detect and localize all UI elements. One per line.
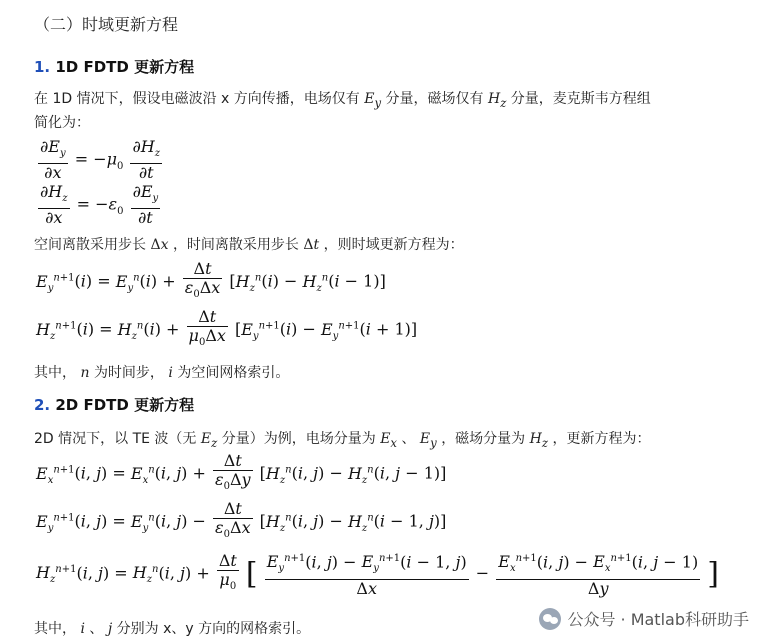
text: 为时间步， — [93, 365, 164, 381]
heading-2d-text: 2D FDTD 更新方程 — [55, 396, 195, 414]
text: 、 — [401, 431, 416, 447]
section-title: （二）时域更新方程 — [34, 15, 179, 34]
math-n: n — [80, 365, 90, 381]
math-i: i — [168, 365, 173, 381]
wechat-icon — [539, 608, 561, 630]
heading-2d — [34, 394, 194, 415]
text: 分量，磁场仅有 — [385, 91, 484, 107]
text: ，更新方程为： — [552, 431, 651, 447]
math-Hz: $H_z$ — [487, 91, 507, 110]
text: 分别为 x、y 方向的网格索引。 — [116, 621, 311, 637]
heading-1d — [34, 56, 194, 77]
text: 空间离散采用步长 — [34, 237, 146, 253]
math-Ey: $E_y$ — [364, 91, 382, 110]
equation-1d-hz-update: $H_z^{n+1}(i) = H_z^n(i)$ + $\frac{\Delta t}{\mu_0\Delta x}$ $[E_y^{n+1}(i) - E_y^{n+1}(i + 1)]$ — [36, 307, 418, 349]
text: 、 — [89, 621, 104, 637]
text: 2D 情况下，以 TE 波（无 — [34, 431, 197, 447]
text: 分量）为例，电场分量为 — [221, 431, 376, 447]
heading-2d-number: 2. — [34, 396, 51, 414]
math-j: j — [107, 621, 113, 637]
paragraph-discretization — [34, 234, 464, 254]
heading-1d-number: 1. — [34, 58, 51, 76]
paragraph-1d-intro — [34, 88, 651, 110]
math-Hz2: $H_z$ — [529, 431, 549, 450]
equation-2d-hz-update: $H_z^{n+1}(i$, $j) = H_z^n(i$, j) + $\frac{\Delta t}{\mu_0}$ [ $\frac{E_y^{n+1}(i, j) - E_y^{n+1}(i - 1, j)}{\Delta x}$ − $\frac{E_x^{n+1}(i, j) - E_x^{n+1}(i, j - 1)}{\Delta y}$ ] — [36, 550, 719, 598]
math-i2: i — [80, 621, 85, 637]
equation-maxwell-2: $\frac{\partial H_z}{\partial x}$ = $-\varepsilon_0$ $\frac{\partial E_y}{\partial t}$ — [40, 182, 159, 228]
text: ，则时域更新方程为： — [323, 237, 464, 253]
equation-2d-ex-update: $E_x^{n+1}(i$, $j) = E_x^n(i$, j) + $\frac{\Delta t}{\varepsilon_0\Delta y}$ [$H_z^n(i$, $j) - H_z^n(i$, j − 1)] — [36, 451, 447, 493]
equation-1d-ey-update: $E_y^{n+1}(i) = E_y^n(i)$ + $\frac{\Delta t}{\varepsilon_0\Delta x}$ $[H_z^n(i) - H_z^n(i - 1)]$ — [36, 259, 386, 301]
heading-1d-text: 1D FDTD 更新方程 — [55, 58, 195, 76]
math-Ey2: $E_y$ — [419, 431, 437, 450]
equation-maxwell-1: $\frac{\partial E_y}{\partial x}$ = $-\mu_0$ $\frac{\partial H_z}{\partial t}$ — [40, 137, 160, 183]
text: ，时间离散采用步长 — [172, 237, 299, 253]
text: 在 1D 情况下，假设电磁波沿 x 方向传播，电场仅有 — [34, 91, 360, 107]
equation-2d-ey-update: $E_y^{n+1}(i$, $j) = E_y^n(i$, j) − $\frac{\Delta t}{\varepsilon_0\Delta x}$ [$H_z^n(i$, $j) - H_z^n(i - 1$, j)] — [36, 499, 447, 541]
text: 分量，麦克斯韦方程组 — [510, 91, 651, 107]
watermark — [539, 607, 749, 630]
watermark-text: 公众号 · Matlab科研助手 — [567, 610, 749, 629]
math-Ex: $E_x$ — [380, 431, 397, 450]
math-Ez: $E_z$ — [200, 431, 218, 450]
paragraph-1d-intro-cont: 简化为： — [34, 115, 90, 131]
text: 其中， — [34, 365, 76, 381]
paragraph-2d-intro — [34, 428, 650, 450]
math-dx: Δx — [150, 237, 169, 253]
paragraph-1d-notes — [34, 362, 289, 382]
paragraph-2d-notes — [34, 618, 310, 638]
math-dt: Δt — [303, 237, 320, 253]
text: ，磁场分量为 — [441, 431, 526, 447]
text: 其中， — [34, 621, 76, 637]
text: 为空间网格索引。 — [177, 365, 290, 381]
